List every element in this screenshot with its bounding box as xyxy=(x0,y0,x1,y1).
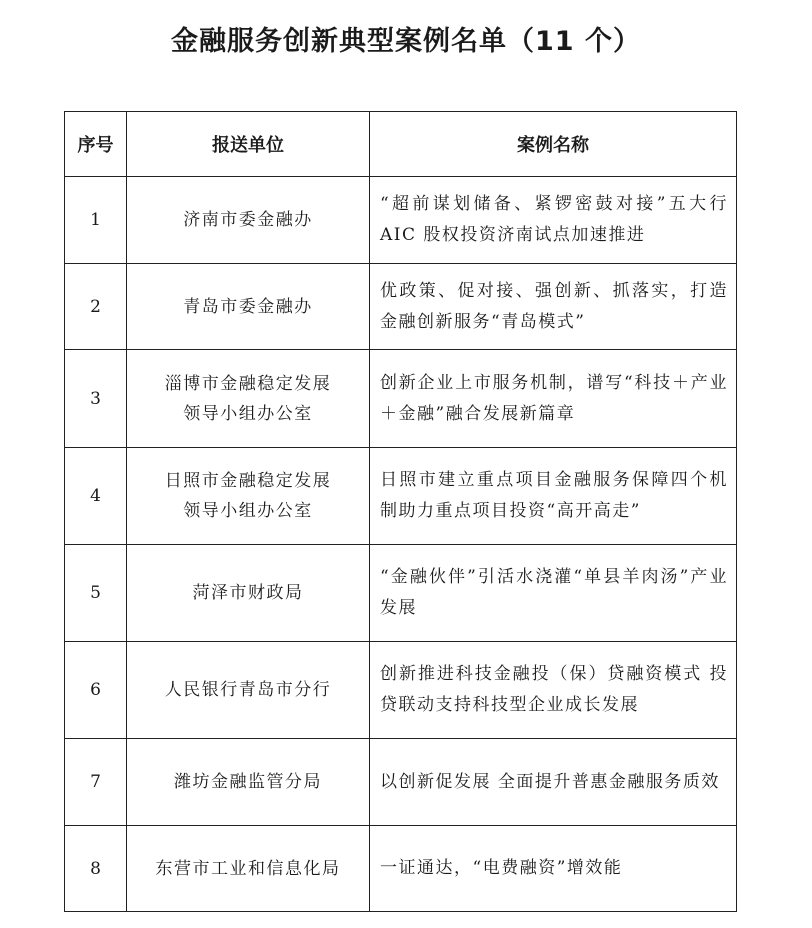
row-serial-number: 7 xyxy=(65,739,127,826)
row-serial-number: 3 xyxy=(65,350,127,448)
row-submitting-unit xyxy=(127,177,370,264)
unit-line: 潍坊金融监管分局 xyxy=(174,772,322,792)
unit-line: 青岛市委金融办 xyxy=(183,296,313,317)
unit-line: 东营市工业和信息化局 xyxy=(155,858,341,879)
row-submitting-unit xyxy=(127,739,370,826)
row-serial-number: 5 xyxy=(65,545,127,642)
row-serial-number: 6 xyxy=(65,642,127,739)
table-row xyxy=(65,739,737,826)
row-submitting-unit xyxy=(127,642,370,739)
row-case-name: 以创新促发展 全面提升普惠金融服务质效 xyxy=(370,739,737,826)
table-row xyxy=(65,177,737,264)
header-submitting-unit: 报送单位 xyxy=(127,112,370,177)
table-row xyxy=(65,642,737,739)
table-row xyxy=(65,264,737,350)
unit-line: 日照市金融稳定发展 xyxy=(164,471,332,491)
row-serial-number: 1 xyxy=(65,177,127,264)
row-case-name: “超前谋划储备、紧锣密鼓对接”五大行 AIC 股权投资济南试点加速推进 xyxy=(370,177,737,264)
table-row xyxy=(65,448,737,545)
unit-line: 人民银行青岛市分行 xyxy=(164,680,332,700)
row-case-name: 创新企业上市服务机制，谱写“科技＋产业＋金融”融合发展新篇章 xyxy=(370,350,737,448)
row-submitting-unit xyxy=(127,448,370,545)
row-case-name: 一证通达，“电费融资”增效能 xyxy=(370,826,737,912)
row-case-name: 创新推进科技金融投（保）贷融资模式 投贷联动支持科技型企业成长发展 xyxy=(370,642,737,739)
unit-line: 领导小组办公室 xyxy=(183,501,313,521)
unit-line: 菏泽市财政局 xyxy=(192,583,304,603)
row-serial-number: 4 xyxy=(65,448,127,545)
table-header-row xyxy=(65,112,737,177)
table-row xyxy=(65,350,737,448)
case-list-table xyxy=(64,111,737,912)
header-serial-number: 序号 xyxy=(65,112,127,177)
row-submitting-unit xyxy=(127,826,370,912)
unit-line: 济南市委金融办 xyxy=(183,210,313,230)
document-title: 金融服务创新典型案例名单（11 个） xyxy=(171,26,641,57)
row-submitting-unit xyxy=(127,545,370,642)
row-serial-number: 8 xyxy=(65,826,127,912)
row-submitting-unit xyxy=(127,350,370,448)
unit-line: 淄博市金融稳定发展 xyxy=(164,373,332,394)
row-submitting-unit xyxy=(127,264,370,350)
header-case-name: 案例名称 xyxy=(370,112,737,177)
row-case-name: 日照市建立重点项目金融服务保障四个机制助力重点项目投资“高开高走” xyxy=(370,448,737,545)
row-case-name: 优政策、促对接、强创新、抓落实，打造金融创新服务“青岛模式” xyxy=(370,264,737,350)
row-case-name: “金融伙伴”引活水浇灌“单县羊肉汤”产业发展 xyxy=(370,545,737,642)
table-row xyxy=(65,826,737,912)
table-row xyxy=(65,545,737,642)
unit-line: 领导小组办公室 xyxy=(183,403,313,424)
row-serial-number: 2 xyxy=(65,264,127,350)
